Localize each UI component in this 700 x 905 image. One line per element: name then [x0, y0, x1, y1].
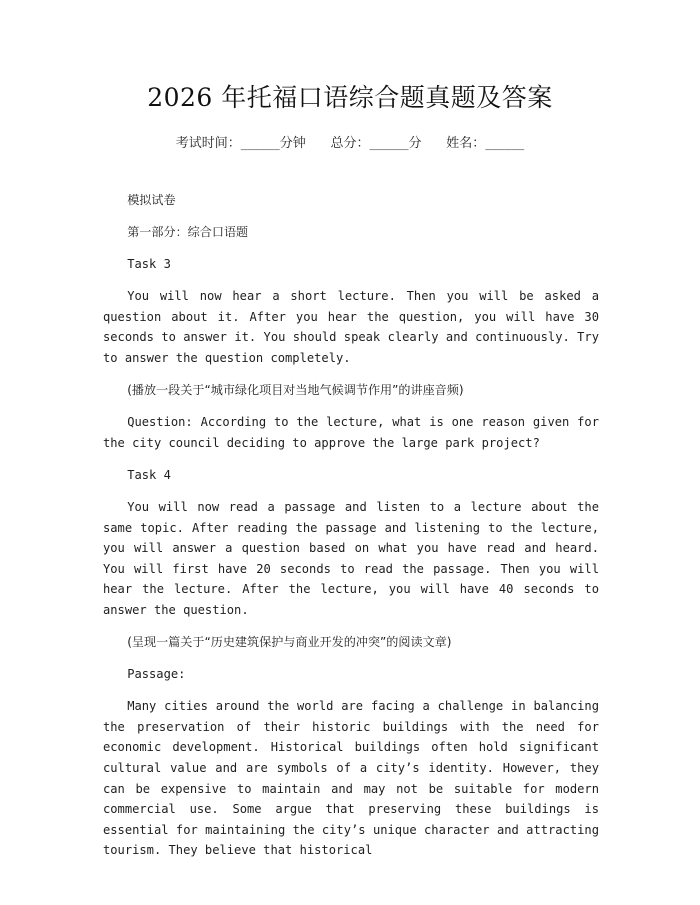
- task-3-question: Question: According to the lecture, what is one reason given for the city council deciding to approve the large park project?: [103, 415, 599, 450]
- passage-label: Passage:: [127, 667, 186, 682]
- task-3-audio-note: (播放一段关于“城市绿化项目对当地气候调节作用”的讲座音频): [127, 383, 464, 398]
- section-heading: 第一部分：综合口语题: [127, 225, 249, 240]
- paper-label: 模拟试卷: [127, 193, 176, 207]
- task-3-instructions: You will now hear a short lecture. Then you will be asked a question about it. After you hear the question, you will have 30 seconds to answer it. You should speak clearly and continuously. Try to answer the question completely.: [103, 289, 599, 366]
- document-body: [103, 190, 599, 861]
- task-4-reading-note: (呈现一篇关于“历史建筑保护与商业开发的冲突”的阅读文章): [127, 635, 452, 650]
- task-3-heading: Task 3: [127, 257, 171, 272]
- exam-info-line: 考试时间：______分钟 总分：______分 姓名：______: [175, 136, 525, 151]
- document-title: 2026 年托福口语综合题真题及答案: [147, 83, 553, 112]
- passage-text: Many cities around the world are facing a challenge in balancing the preservation of their historic buildings with the need for economic development. Historical buildings often hold significant cultural value and are symbols of a city’s identity. However, they can be expensive to maintain and may not be suitable for modern commercial use. Some argue that preserving these buildings is essential for maintaining the city’s unique character and attracting tourism. They believe that historical: [103, 699, 599, 858]
- task-4-instructions: You will now read a passage and listen to a lecture about the same topic. After reading the passage and listening to the lecture, you will answer a question based on what you have read and heard. You will first have 20 seconds to read the passage. Then you will hear the lecture. After the lecture, you will have 40 seconds to answer the question.: [103, 500, 599, 617]
- task-4-heading: Task 4: [127, 467, 171, 482]
